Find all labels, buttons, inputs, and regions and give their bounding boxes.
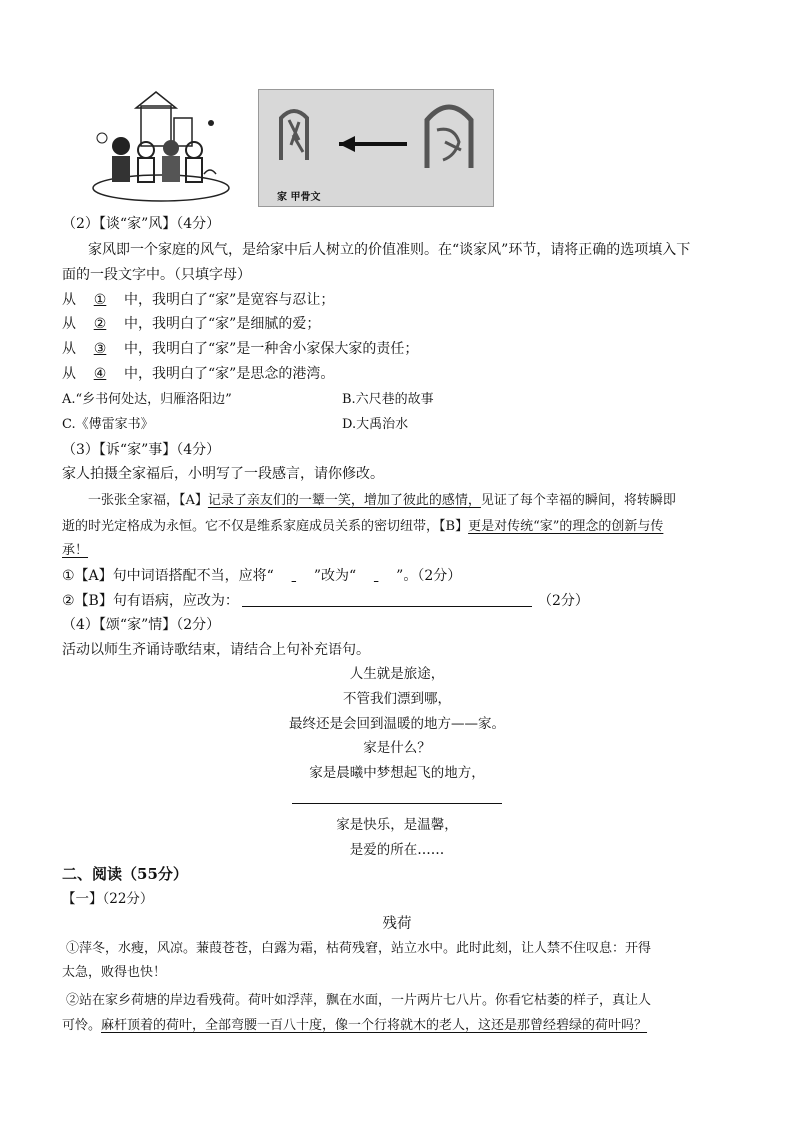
poem-line-4: 家是什么？: [363, 740, 431, 756]
poem-line-6: 家是快乐，是温馨，: [336, 817, 458, 833]
essay-p2-line1: ②站在家乡荷塘的岸边看残荷。荷叶如浮萍，飘在水面，一片两片七八片。你看它枯萎的样子，真让人: [66, 993, 652, 1008]
passage-text: 一张张全家福，: [88, 493, 180, 508]
q3-subquestion-2: [62, 591, 239, 611]
poem-line-7: 是爱的所在……: [349, 842, 445, 858]
tag-a: 【A】: [179, 493, 208, 508]
underlined-sentence-a: 记录了亲友们的一颦一笑，增加了彼此的感情，: [207, 493, 481, 508]
essay-p1-line1: ①萍冬，水瘦，风凉。蒹葭苍苍，白露为霜，枯荷残窘，站立水中。此时此刻，让人禁不住叹息：开得: [66, 941, 652, 956]
subquestion-text: ①【A】句中词语搭配不当，应将“: [62, 568, 274, 584]
q3-passage-line3: [62, 541, 88, 561]
q2-row-text: 中，我明白了“家”是一种舍小家保大家的责任；: [124, 341, 419, 357]
answer-blank-2[interactable]: [76, 314, 124, 334]
answer-blank-a-revised[interactable]: [356, 566, 396, 586]
answer-blank-3[interactable]: [76, 339, 124, 359]
q3-intro: 家人拍摄全家福后，小明写了一段感言，请你修改。: [62, 466, 384, 482]
essay-p1-line2: 太急，败得也快！: [62, 965, 167, 980]
underlined-sentence-essay: 麻杆顶着的荷叶，全部弯腰一百八十度，像一个行将就木的老人，这还是那曾经碧绿的荷叶吗？: [101, 1018, 648, 1033]
q3-heading: （3）【诉“家”事】（4分）: [62, 442, 221, 458]
q2-heading: （2）【谈“家”风】（4分）: [62, 216, 221, 232]
essay-p2-line2: [62, 1016, 647, 1036]
answer-blank-4[interactable]: [76, 364, 124, 384]
q2-row-text: 中，我明白了“家”是思念的港湾。: [124, 366, 335, 382]
q2-intro-line2: 面的一段文字中。（只填字母）: [62, 267, 251, 283]
section2-title: 二、阅读（55分）: [62, 865, 188, 883]
option-b: B.六尺巷的故事: [342, 392, 434, 407]
poem-line-1: 人生就是旅途，: [349, 666, 445, 682]
q2-row-prefix: 从: [62, 341, 76, 357]
essay-text: 可怜。: [62, 1018, 102, 1033]
underlined-sentence-b-end: 承！: [62, 543, 89, 558]
answer-blank-a-original[interactable]: [274, 566, 314, 586]
passage-text: 逝的时光定格成为永恒。它不仅是维系家庭成员关系的密切纽带，: [62, 519, 440, 534]
q2-row-1: [62, 290, 334, 310]
q2-row-2: [62, 314, 320, 334]
essay-title: 残荷: [382, 916, 412, 932]
poem-line-2: 不管我们漂到哪，: [343, 691, 451, 707]
q4-intro: 活动以师生齐诵诗歌结束，请结合上句补充语句。: [62, 642, 370, 658]
q2-row-4: [62, 364, 334, 384]
oracle-bone-illustration: [258, 89, 494, 207]
family-illustration: [86, 88, 236, 204]
subquestion-text: ”改为“: [313, 568, 357, 584]
subquestion-text: ”。（2分）: [396, 568, 462, 584]
oracle-caption: 家 甲骨文: [277, 192, 321, 203]
answer-blank-1[interactable]: [76, 290, 124, 310]
answer-line-b[interactable]: [242, 606, 532, 607]
q2-row-prefix: 从: [62, 366, 76, 382]
q2-row-text: 中，我明白了“家”是细腻的爱；: [124, 316, 321, 332]
blank-number: ①: [93, 292, 107, 308]
poem-line-3: 最终还是会回到温暖的地方——家。: [289, 716, 505, 732]
option-c: C.《傅雷家书》: [62, 417, 154, 432]
q2-intro-line1: 家风即一个家庭的风气，是给家中后人树立的价值准则。在“谈家风”环节，请将正确的选项填入下: [88, 242, 691, 258]
option-d: D.大禹治水: [342, 417, 409, 432]
tag-b: 【B】: [439, 519, 469, 534]
q2-row-prefix: 从: [62, 316, 76, 332]
q3-subquestion-2-score: （2分）: [538, 593, 589, 609]
section2-part: 【一】（22分）: [62, 891, 154, 907]
q4-heading: （4）【颂“家”情】（2分）: [62, 617, 221, 633]
subquestion-text: ②【B】句有语病，应改为：: [62, 593, 239, 609]
option-a: A.“乡书何处达，归雁洛阳边”: [62, 392, 232, 407]
q2-row-text: 中，我明白了“家”是宽容与忍让；: [124, 292, 335, 308]
q2-row-3: [62, 339, 418, 359]
q3-subquestion-1: [62, 566, 461, 586]
q3-passage-line1: [88, 491, 676, 511]
q3-passage-line2: [62, 517, 663, 537]
blank-number: ③: [93, 341, 107, 357]
poem-line-5: 家是晨曦中梦想起飞的地方，: [309, 765, 485, 781]
blank-number: ②: [93, 316, 107, 332]
passage-text: 见证了每个幸福的瞬间，将转瞬即: [480, 493, 676, 508]
poem-answer-line[interactable]: [292, 803, 502, 804]
underlined-sentence-b: 更是对传统“家”的理念的创新与传: [468, 519, 664, 534]
blank-number: ④: [93, 366, 107, 382]
q2-row-prefix: 从: [62, 292, 76, 308]
